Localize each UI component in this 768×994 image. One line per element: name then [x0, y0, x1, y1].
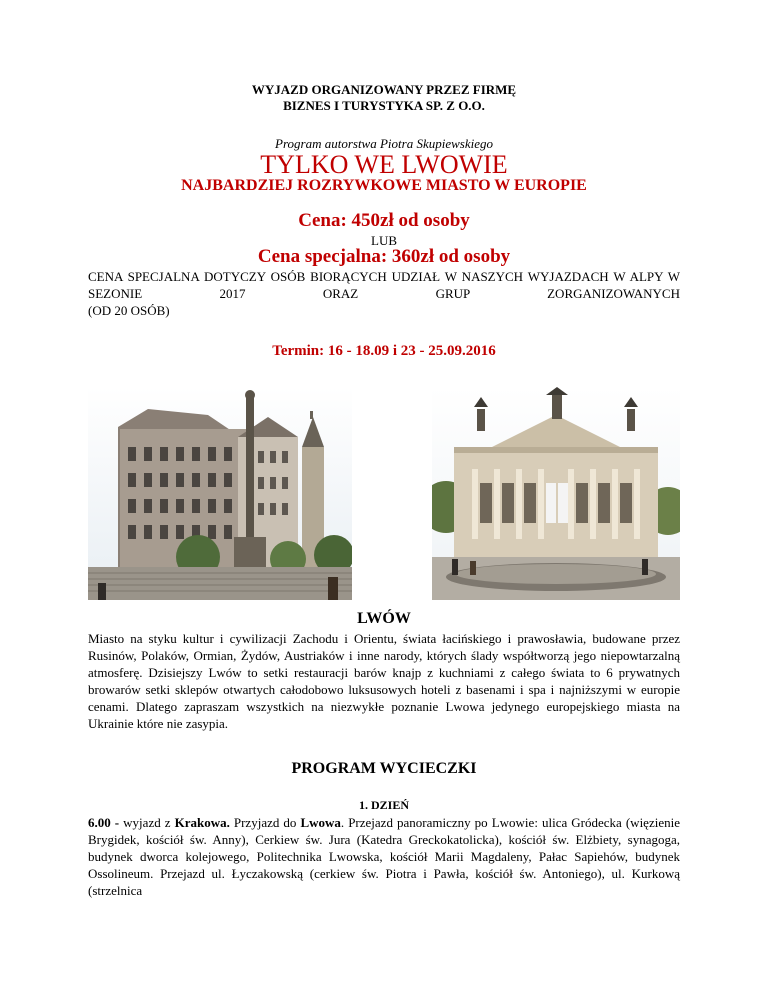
lwow-heading: LWÓW [357, 610, 411, 627]
trip-dates: Termin: 16 - 18.09 i 23 - 25.09.2016 [272, 343, 496, 359]
day-1-time: 6.00 - [88, 815, 120, 830]
note-line-1: CENA SPECJALNA DOTYCZY OSÓB BIORĄCYCH UDZIAŁ W NASZYCH [88, 269, 524, 284]
lviv-square-photo [88, 387, 352, 600]
lub-separator: LUB [371, 233, 397, 248]
special-price: Cena specjalna: 360zł od osoby [257, 246, 511, 267]
lviv-opera-photo [432, 387, 680, 600]
page-subtitle: NAJBARDZIEJ ROZRYWKOWE MIASTO W EUROPIE [181, 177, 587, 194]
day-1-text-1: wyjazd z [119, 815, 175, 830]
note-line-3: (OD 20 OSÓB) [88, 303, 170, 318]
day-1-krakow: Krakowa. [174, 815, 230, 830]
day-1-text-3: . Przejazd panoramiczny po Lwowie: ulica Gródecka (więzienie Brygidek, kościół św. Anny), Cerkiew św. Jura (Katedra Greckokatolicka), kościół św. Elżbiety, synagoga, budynek dworca kolejowego, Politechnika Lwowska, kościół Marii Magdaleny, Pałac Sapiehów, budynek Ossolineum. Przejazd ul. Łyczakowską (cerkiew św. Piotra i Pawła, kościół św. Antoniego), ul. Kurkową (strzelnica [88, 815, 680, 898]
day-1-description [88, 814, 680, 899]
special-price-note [88, 268, 680, 319]
lviv-opera-image [432, 387, 680, 600]
author-line: Program autorstwa Piotra Skupiewskiego [275, 136, 493, 151]
page-title: TYLKO WE LWOWIE [260, 150, 508, 179]
organizer-line-2: BIZNES I TURYSTYKA SP. Z O.O. [283, 98, 485, 113]
price: Cena: 450zł od osoby [298, 210, 470, 231]
note-line-2: WYJAZDACH W ALPY W SEZONIE 2017 ORAZ GRUP ZORGANIZOWANYCH [88, 269, 680, 301]
lwow-description: Miasto na styku kultur i cywilizacji Zachodu i Orientu, świata łacińskiego i prawosławia, budowane przez Rusinów, Polaków, Ormian, Żydów, Austriaków i inne narody, których ślady współtworzą jego niepowtarzalną atmosferę. Dzisiejszy Lwów to setki restauracji barów knajp z kuchniami z całego świata to 6 prywatnych browarów setki sklepów otwartych całodobowo luksusowych hoteli z basenami i spa i najniższymi w europie cenami. Dlatego zapraszam wszystkich na niezwykłe poznanie Lwowa jedynego europejskiego miasta na Ukrainie które nie zasypia. [88, 631, 680, 731]
program-heading: PROGRAM WYCIECZKI [291, 760, 477, 777]
day-1-heading: 1. DZIEŃ [358, 798, 409, 812]
day-1-lwow: Lwowa [300, 815, 341, 830]
day-1-text-2: Przyjazd do [229, 815, 301, 830]
organizer-line-1: WYJAZD ORGANIZOWANY PRZEZ FIRMĘ [251, 82, 517, 97]
lviv-square-image [88, 387, 352, 600]
